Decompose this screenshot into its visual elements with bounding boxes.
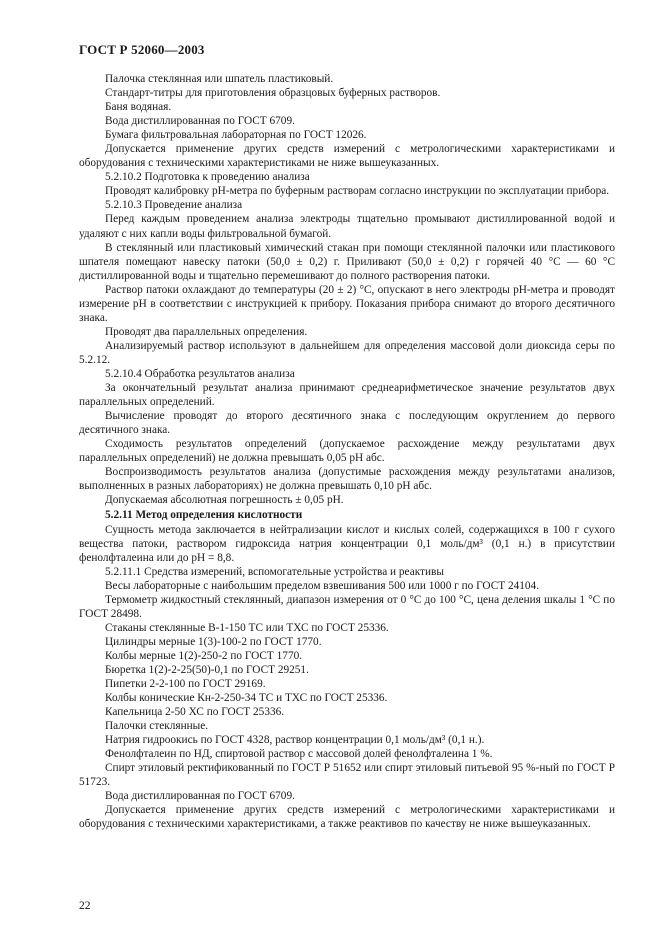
list-item: Вода дистиллированная по ГОСТ 6709. <box>105 790 295 803</box>
list-item: Колбы конические Кн-2-250-34 ТС и ТХС по ГОСТ 25336. <box>105 692 388 705</box>
paragraph: Бумага фильтровальная лабораторная по ГОСТ 12026. <box>105 129 367 142</box>
list-item: Фенолфталеин по НД, спиртовой раствор с массовой долей фенолфталеина 1 %. <box>105 748 493 761</box>
list-item: Спирт этиловый ректификованный по ГОСТ Р 51652 или спирт этиловый питьевой 95 %-ный по ГОСТ Р 51723. <box>79 762 615 789</box>
paragraph: В стеклянный или пластиковый химический стакан при помощи стеклянной палочки или пластикового шпателя помещают навеску патоки (50,0 ± 0,2) г. Приливают (50,0 ± 0,2) г горячей 40 °С — 60 °С дистиллированной воды и тщательно перемешивают до полного растворения патоки. <box>79 241 615 282</box>
list-item: Цилиндры мерные 1(3)-100-2 по ГОСТ 1770. <box>105 635 322 648</box>
list-item: Капельница 2-50 ХС по ГОСТ 25336. <box>105 706 285 719</box>
paragraph: Допускаемая абсолютная погрешность ± 0,05 pH. <box>105 494 344 507</box>
list-item: Стаканы стеклянные В-1-150 ТС или ТХС по ГОСТ 25336. <box>105 621 389 634</box>
paragraph: За окончательный результат анализа принимают среднеарифметическое значение результатов двух параллельных определений. <box>79 382 615 409</box>
paragraph: Проводят два параллельных определения. <box>105 325 308 338</box>
paragraph: Сущность метода заключается в нейтрализации кислот и кислых солей, содержащихся в 100 г сухого вещества патоки, раствором гидроксида натрия концентрации 0,1 моль/дм³ (0,1 н.) в присутствии фенолфталеина или до pH = 8,8. <box>79 523 615 564</box>
paragraph: Перед каждым проведением анализа электроды тщательно промывают дистиллированной водой и удаляют с них капли воды фильтровальной бумагой. <box>79 213 615 240</box>
list-item: Колбы мерные 1(2)-250-2 по ГОСТ 1770. <box>105 649 303 662</box>
list-item: Палочки стеклянные. <box>105 720 209 733</box>
section-heading: 5.2.10.2 Подготовка к проведению анализа <box>105 171 310 184</box>
section-heading: 5.2.11.1 Средства измерений, вспомогательные устройства и реактивы <box>105 565 444 578</box>
paragraph: Воспроизводимость результатов анализа (допустимые расхождения между результатами анализов, выполненных в разных лабораториях) не должна превышать 0,10 pH абс. <box>79 466 615 493</box>
paragraph: Вода дистиллированная по ГОСТ 6709. <box>105 115 295 128</box>
paragraph: Проводят калибровку pH-метра по буферным растворам согласно инструкции по эксплуатации прибора. <box>105 185 610 198</box>
paragraph: Раствор патоки охлаждают до температуры (20 ± 2) °С, опускают в него электроды pH-метра и проводят измерение pH в соответствии с инструкцией к прибору. Показания прибора снимают до второго десятичного знака. <box>79 283 615 324</box>
paragraph: Стандарт-титры для приготовления образцовых буферных растворов. <box>105 87 441 100</box>
paragraph: Допускается применение других средств измерений с метрологическими характеристиками и оборудования с техническими характеристиками не ниже вышеуказанных. <box>79 143 615 170</box>
document-body <box>79 71 615 832</box>
paragraph: Баня водяная. <box>105 101 172 114</box>
section-heading: 5.2.10.3 Проведение анализа <box>105 199 243 212</box>
paragraph: Вычисление проводят до второго десятичного знака с последующим округлением до первого десятичного знака. <box>79 410 615 437</box>
paragraph: Палочка стеклянная или шпатель пластиковый. <box>105 73 334 85</box>
paragraph: Анализируемый раствор используют в дальнейшем для определения массовой доли диоксида серы по 5.2.12. <box>79 339 615 366</box>
paragraph: Термометр жидкостный стеклянный, диапазон измерения от 0 °С до 100 °С, цена деления шкалы 1 °С по ГОСТ 28498. <box>79 593 615 620</box>
paragraph: Сходимость результатов определений (допускаемое расхождение между результатами двух параллельных определений) не должна превышать 0,05 pH абс. <box>79 438 615 465</box>
list-item: Натрия гидроокись по ГОСТ 4328, раствор концентрации 0,1 моль/дм³ (0,1 н.). <box>105 734 485 747</box>
list-item: Пипетки 2-2-100 по ГОСТ 29169. <box>105 678 266 691</box>
page-number: 22 <box>79 900 91 912</box>
paragraph: Допускается применение других средств измерений с метрологическими характеристиками и оборудования с техническими характеристиками, а также реактивов по качеству не ниже вышеуказанных. <box>79 804 615 831</box>
document-header: ГОСТ Р 52060—2003 <box>79 42 205 57</box>
list-item: Бюретка 1(2)-2-25(50)-0,1 по ГОСТ 29251. <box>105 663 309 676</box>
section-heading: 5.2.10.4 Обработка результатов анализа <box>105 367 295 380</box>
paragraph: Весы лабораторные с наибольшим пределом взвешивания 500 или 1000 г по ГОСТ 24104. <box>105 579 540 592</box>
section-heading-bold: 5.2.11 Метод определения кислотности <box>105 509 303 522</box>
